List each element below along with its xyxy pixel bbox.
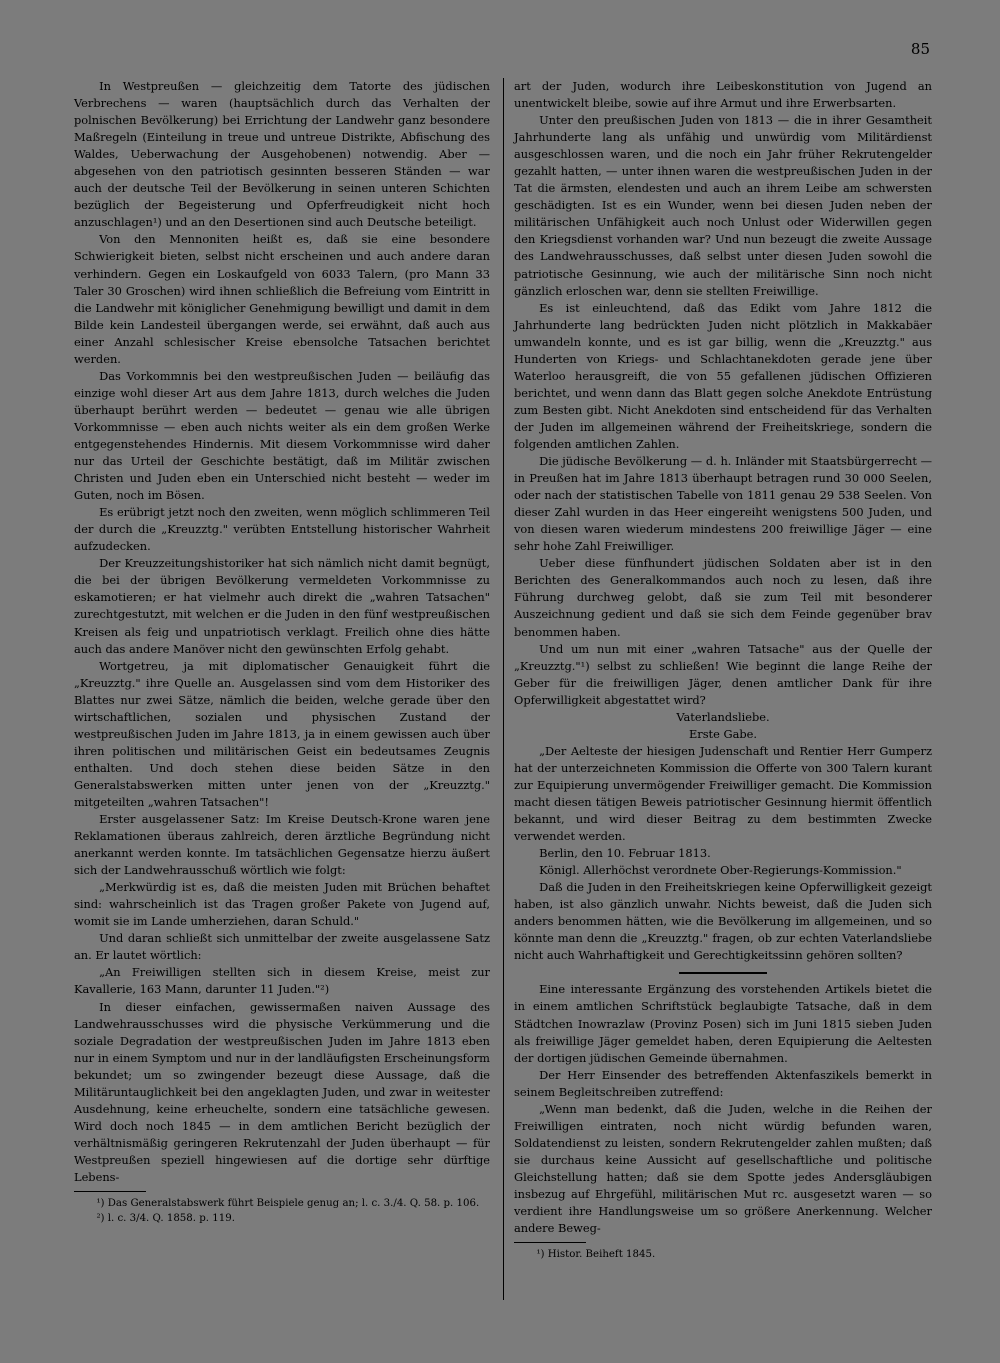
section-heading: Vaterlandsliebe. [676,709,770,724]
paragraph: Der Kreuzzeitungshistoriker hat sich nämlich nicht damit begnügt, die bei der übrigen Bevölkerung vermeldeten Vorkommnisse zu eskamotieren; er hat vielmehr auch direkt die „wahren Tatsachen" zurechtgestutzt, mit welchen er die Juden in den fünf westpreußischen Kreisen als feig und unpatriotisch verklagt. Freilich ohne dies hätte auch das andere Manöver nicht den gewünschten Erfolg gehabt. [74,556,490,656]
right-column [514,78,932,1262]
paragraph: Von den Mennoniten heißt es, daß sie eine besondere Schwierigkeit bieten, selbst nicht erscheinen und auch andere daran verhindern. Gegen ein Loskaufgeld von 6033 Talern, (pro Mann 33 Taler 30 Groschen) wird ihnen schließlich die Befreiung vom Eintritt in die Landwehr mit königlicher Genehmigung bewilligt und damit in dem Bilde kein Landesteil übergangen werde, sei erwähnt, daß auch aus einer Anzahl schlesischer Kreise ebensolche Tatsachen berichtet werden. [74,232,490,366]
paragraph: Erster ausgelassener Satz: Im Kreise Deutsch-Krone waren jene Reklamationen überaus zahlreich, deren ärztliche Begründung nicht anerkannt werden konnte. Im tatsächlichen Gegensatze hierzu äußert sich der Landwehrausschuß wörtlich wie folgt: [74,812,490,878]
section-subheading: Erste Gabe. [688,726,758,741]
paragraph: art der Juden, wodurch ihre Leibeskonstitution von Jugend an unentwickelt bleibe, sowie auf ihre Armut und ihre Erwerbsarten. [514,79,932,111]
footnote: ¹) Das Generalstabswerk führt Beispiele genug an; l. c. 3./4. Q. 58. p. 106. [96,1198,480,1210]
quotation: „An Freiwilligen stellten sich in diesem Kreise, meist zur Kavallerie, 163 Mann, darunter 11 Juden."²) [74,965,490,997]
quotation: „Der Aelteste der hiesigen Judenschaft und Rentier Herr Gumperz hat der unterzeichneten Kommission die Offerte von 300 Talern kurant zur Equipierung unvermögender Freiwilliger gemacht. Die Kommission macht diesen tätigen Beweis patriotischer Gesinnung hiermit öffentlich bekannt, und wird dieser Beitrag zu dem bestimmten Zwecke verwendet werden. [514,743,932,844]
footnote: ²) l. c. 3/4. Q. 1858. p. 119. [96,1213,235,1225]
paragraph: Es ist einleuchtend, daß das Edikt vom Jahre 1812 die Jahrhunderte lang bedrückten Juden nicht plötzlich in Makkabäer umwandeln konnte, und es ist gar billig, wenn die „Kreuzztg." aus Hunderten von Kriegs- und Schlachtanekdoten gerade jene über Waterloo herausgreift, die von 55 gefallenen jüdischen Offizieren berichtet, und wenn dann das Blatt gegen solche Anekdote Entrüstung zum Besten gibt. Nicht Anekdoten sind entscheidend für das Verhalten der Juden im allgemeinen während der Freiheitskriege, sondern die folgenden amtlichen Zahlen. [514,300,932,451]
quotation: „Wenn man bedenkt, daß die Juden, welche in die Reihen der Freiwilligen eintraten, noch nicht würdig befunden waren, Soldatendienst zu leisten, sondern Rekrutengelder zahlen mußten; daß sie durchaus keine Aussicht auf gesellschaftliche und politische Gleichstellung hatten; daß sie dem Spotte jedes Andersgläubigen insbezug auf Ehrgefühl, militärischen Mut rc. ausgesetzt waren — so verdient ihre Handlungsweise um so größere Anerkennung. Welcher andere Beweg- [514,1101,932,1236]
column-divider [503,78,504,1300]
paragraph: Wortgetreu, ja mit diplomatischer Genauigkeit führt die „Kreuzztg." ihre Quelle an. Ausgelassen sind vom dem Historiker des Blattes nur zwei Sätze, nämlich die beiden, welche gerade über den wirtschaftlichen, sozialen und physischen Zustand der westpreußischen Juden im Jahre 1813, ja in einem gewissen auch über ihren politischen und militärischen Geist ein bedeutsames Zeugnis enthalten. Und doch stehen diese beiden Sätze in den Generalstabswerken mitten unter jenen von der „Kreuzztg." mitgeteilten „wahren Tatsachen"! [74,658,490,809]
paragraph: Eine interessante Ergänzung des vorstehenden Artikels bietet die in einem amtlichen Schriftstück beglaubigte Tatsache, daß in dem Städtchen Inowrazlaw (Provinz Posen) sich im Juni 1815 sieben Juden als freiwillige Jäger gemeldet haben, deren Equipierung die Aeltesten der dortigen jüdischen Gemeinde übernahmen. [514,982,932,1065]
paragraph: Es erübrigt jetzt noch den zweiten, wenn möglich schlimmeren Teil der durch die „Kreuzztg." verübten Entstellung historischer Wahrheit aufzudecken. [74,505,490,554]
dateline: Berlin, den 10. Februar 1813. [539,846,711,861]
page-number: 85 [910,40,930,58]
paragraph: Unter den preußischen Juden von 1813 — die in ihrer Gesamtheit Jahrhunderte lang als unfähig und unwürdig vom Militärdienst ausgeschlossen waren, und die noch ein Jahr früher Rekrutengelder gezahlt hatten, — unter ihnen waren die westpreußischen Juden in der Tat die ärmsten, elendesten und auch an ihrem Leibe am schwersten geschädigten. Ist es ein Wunder, wenn bei diesen Juden neben der militärischen Unfähigkeit auch noch Unlust oder Widerwillen gegen den Kriegsdienst vorhanden war? Und nun bezeugt die zweite Aussage des Landwehrausschusses, daß selbst unter diesen Juden sowohl die patriotische Gesinnung, wie auch der militärische Sinn noch nicht gänzlich erloschen war, denn sie stellten Freiwillige. [514,113,932,298]
paragraph: Daß die Juden in den Freiheitskriegen keine Opferwilligkeit gezeigt haben, ist also gänzlich unwahr. Nichts beweist, daß die Juden sich anders benommen hätten, wie die Bevölkerung im allgemeinen, und so könnte man denn die „Kreuzztg." fragen, ob zur echten Vaterlandsliebe nicht auch Wahrhaftigkeit und Gerechtigkeitssinn gehören sollten? [514,880,932,963]
paragraph: In Westpreußen — gleichzeitig dem Tatorte des jüdischen Verbrechens — waren (hauptsächlich durch das Verhalten der polnischen Bevölkerung) bei Errichtung der Landwehr ganz besondere Maßregeln (Einteilung in treue und untreue Distrikte, Abfischung des Waldes, Ueberwachung der Ausgehobenen) notwendig. Aber — abgesehen von den patriotisch gesinnten besseren Ständen — war auch der deutsche Teil der Bevölkerung in seinen unteren Schichten bezüglich der Begeisterung und Opferfreudigkeit nicht hoch anzuschlagen¹) und an den Desertionen sind auch Deutsche beteiligt. [74,79,490,230]
footnote-divider [514,1242,586,1243]
paragraph: Das Vorkommnis bei den westpreußischen Juden — beiläufig das einzige wohl dieser Art aus dem Jahre 1813, durch welches die Juden überhaupt berührt werden — bedeutet — genau wie alle übrigen Vorkommnisse — eben auch nichts weiter als ein dem großen Werke entgegenstehendes Hindernis. Mit diesem Vorkommnisse wird daher nur das Urteil der Geschichte bestätigt, daß im Militär zwischen Christen und Juden eben ein Unterschied nicht besteht — weder im Guten, noch im Bösen. [74,368,490,503]
signature-line: Königl. Allerhöchst verordnete Ober-Regierungs-Kommission." [539,863,902,878]
paragraph: Die jüdische Bevölkerung — d. h. Inländer mit Staatsbürgerrecht — in Preußen hat im Jahre 1813 überhaupt betragen rund 30 000 Seelen, oder nach der statistischen Tabelle von 1811 genau 29 538 Seelen. Von dieser Zahl wurden in das Heer eingereiht wenigstens 500 Juden, und von diesen waren wiederum mindestens 200 freiwillige Jäger — eine sehr hohe Zahl Freiwilliger. [514,454,932,554]
quotation: „Merkwürdig ist es, daß die meisten Juden mit Brüchen behaftet sind: wahrscheinlich ist das Tragen großer Pakete von Jugend auf, womit sie im Lande umherziehen, daran Schuld." [74,880,490,929]
footnote-divider [74,1191,146,1192]
left-column [74,78,490,1227]
paragraph: Und daran schließt sich unmittelbar der zweite ausgelassene Satz an. Er lautet wörtlich: [74,931,490,963]
paragraph: In dieser einfachen, gewissermaßen naiven Aussage des Landwehrausschusses wird die physische Verkümmerung und die soziale Degradation der westpreußischen Juden im Jahre 1813 eben nur in einem Symptom und nur in der landläufigsten Erscheinungsform bekundet; um so zwingender bezeugt diese Aussage, daß die Militäruntauglichkeit bei den angeklagten Juden, und zwar in weitester Ausdehnung, keine erheuchelte, sondern eine tatsächliche gewesen. Wird doch noch 1845 — in dem amtlichen Bericht bezüglich der verhältnismäßig geringeren Rekrutenzahl der Juden überhaupt — für Westpreußen speziell hingewiesen auf die dortige sehr dürftige Lebens- [74,999,490,1184]
paragraph: Der Herr Einsender des betreffenden Aktenfaszikels bemerkt in seinem Begleitschreiben zutreffend: [514,1067,932,1099]
footnote: ¹) Histor. Beiheft 1845. [536,1249,656,1261]
paragraph: Und um nun mit einer „wahren Tatsache" aus der Quelle der „Kreuzztg."¹) selbst zu schließen! Wie beginnt die lange Reihe der Geber für die freiwilligen Jäger, denen amtlicher Dank für ihre Opferwilligkeit abgestattet wird? [514,641,932,707]
paragraph: Ueber diese fünfhundert jüdischen Soldaten aber ist in den Berichten des Generalkommandos auch noch zu lesen, daß ihre Führung durchweg gelobt, daß sie zum Teil mit besonderer Auszeichnung gedient und daß sie sich dem Feinde gegenüber brav benommen haben. [514,556,932,639]
section-divider [679,972,767,974]
